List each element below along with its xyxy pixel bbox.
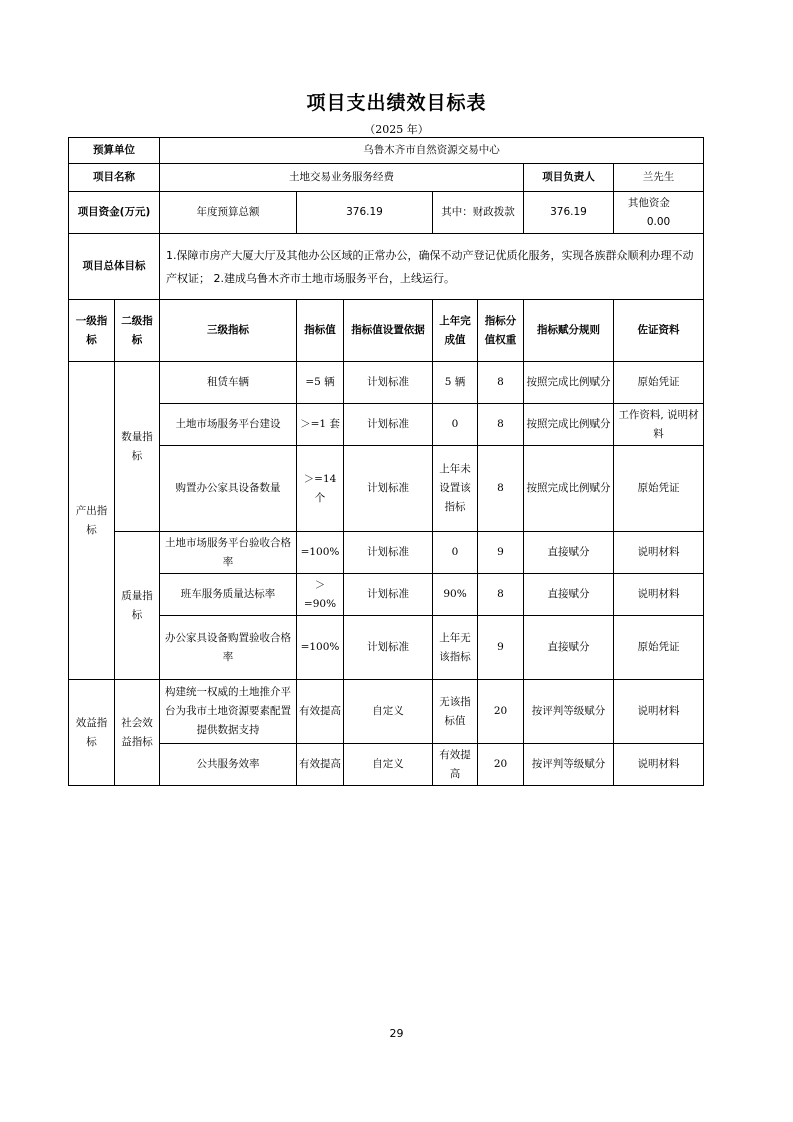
col-header: 上年完成值 — [433, 300, 478, 362]
indicator-last-year: 上年未设置该指标 — [433, 446, 478, 532]
document-title: 项目支出绩效目标表 — [306, 92, 487, 114]
col-header: 一级指标 — [69, 300, 115, 362]
indicator-last-year: 0 — [433, 404, 478, 446]
indicator-value: 有效提高 — [297, 680, 344, 744]
overall-goal-label: 项目总体目标 — [69, 234, 160, 300]
budget-unit-label: 预算单位 — [69, 138, 160, 164]
indicator-weight: 20 — [478, 744, 524, 786]
indicator-name: 租赁车辆 — [160, 362, 297, 404]
table-row — [69, 574, 704, 616]
indicator-last-year: 0 — [433, 532, 478, 574]
group-social-label: 社会效益指标 — [115, 680, 160, 786]
indicator-last-year: 无该指标值 — [433, 680, 478, 744]
col-header: 指标赋分规则 — [524, 300, 614, 362]
indicator-value: 有效提高 — [297, 744, 344, 786]
indicator-rule: 直接赋分 — [524, 616, 614, 680]
indicator-rule: 按评判等级赋分 — [524, 744, 614, 786]
indicator-name: 办公家具设备购置验收合格率 — [160, 616, 297, 680]
indicator-value: =5 辆 — [297, 362, 344, 404]
indicator-proof: 原始凭证 — [614, 362, 704, 404]
indicator-name: 构建统一权威的土地推介平台为我市土地资源要素配置提供数据支持 — [160, 680, 297, 744]
indicator-name: 公共服务效率 — [160, 744, 297, 786]
indicator-last-year: 90% — [433, 574, 478, 616]
indicator-proof: 工作资料, 说明材料 — [614, 404, 704, 446]
indicator-rule: 直接赋分 — [524, 574, 614, 616]
document-year: （2025 年） — [364, 123, 429, 136]
col-header: 指标值 — [297, 300, 344, 362]
indicator-basis: 计划标准 — [344, 616, 433, 680]
indicator-name: 土地市场服务平台建设 — [160, 404, 297, 446]
group-quantity-label: 数量指标 — [115, 362, 160, 532]
indicator-last-year: 5 辆 — [433, 362, 478, 404]
table-row — [69, 362, 704, 404]
table-row — [69, 446, 704, 532]
indicator-value: =100% — [297, 616, 344, 680]
indicator-basis: 计划标准 — [344, 532, 433, 574]
indicator-basis: 计划标准 — [344, 574, 433, 616]
annual-budget-label: 年度预算总额 — [160, 192, 297, 234]
col-header: 二级指标 — [115, 300, 160, 362]
fiscal-allocation-value: 376.19 — [524, 192, 614, 234]
col-header: 指标值设置依据 — [344, 300, 433, 362]
group-output-label: 产出指标 — [69, 362, 115, 680]
other-funds-value: 0.00 — [646, 215, 671, 228]
other-funds-cell — [614, 192, 704, 234]
indicator-value: =100% — [297, 532, 344, 574]
indicator-proof: 说明材料 — [614, 744, 704, 786]
group-quality-label: 质量指标 — [115, 532, 160, 680]
other-funds-label: 其他资金 — [627, 196, 670, 209]
indicator-basis: 自定义 — [344, 744, 433, 786]
indicator-last-year: 上年无该指标 — [433, 616, 478, 680]
col-header: 佐证资料 — [614, 300, 704, 362]
indicator-basis: 计划标准 — [344, 404, 433, 446]
project-name-value: 土地交易业务服务经费 — [160, 164, 524, 192]
indicator-rule: 按照完成比例赋分 — [524, 446, 614, 532]
indicator-proof: 说明材料 — [614, 574, 704, 616]
page-number: 29 — [389, 1027, 404, 1040]
indicator-value: ＞ =90% — [297, 574, 344, 616]
indicator-proof: 原始凭证 — [614, 616, 704, 680]
indicator-weight: 20 — [478, 680, 524, 744]
fiscal-allocation-label: 其中：财政拨款 — [433, 192, 524, 234]
col-header: 指标分值权重 — [478, 300, 524, 362]
group-benefit-label: 效益指标 — [69, 680, 115, 786]
indicator-value: ＞=1 套 — [297, 404, 344, 446]
indicator-proof: 说明材料 — [614, 680, 704, 744]
table-row — [69, 744, 704, 786]
indicator-name: 购置办公家具设备数量 — [160, 446, 297, 532]
indicator-rule: 按评判等级赋分 — [524, 680, 614, 744]
indicator-name: 班车服务质量达标率 — [160, 574, 297, 616]
project-leader-label: 项目负责人 — [524, 164, 614, 192]
project-name-label: 项目名称 — [69, 164, 160, 192]
indicator-weight: 9 — [478, 616, 524, 680]
indicator-basis: 计划标准 — [344, 446, 433, 532]
overall-goal-text: 1.保障市房产大厦大厅及其他办公区域的正常办公，确保不动产登记优质化服务，实现各族群众顺利办理不动产权证； 2.建成乌鲁木齐市土地市场服务平台，上线运行。 — [160, 234, 704, 300]
table-row — [69, 680, 704, 744]
indicator-proof: 说明材料 — [614, 532, 704, 574]
indicator-weight: 8 — [478, 362, 524, 404]
table-row — [69, 532, 704, 574]
indicator-basis: 自定义 — [344, 680, 433, 744]
indicator-proof: 原始凭证 — [614, 446, 704, 532]
budget-unit-value: 乌鲁木齐市自然资源交易中心 — [160, 138, 704, 164]
indicator-weight: 8 — [478, 404, 524, 446]
project-leader-value: 兰先生 — [614, 164, 704, 192]
indicator-basis: 计划标准 — [344, 362, 433, 404]
indicator-last-year: 有效提高 — [433, 744, 478, 786]
indicator-weight: 9 — [478, 532, 524, 574]
indicator-name: 土地市场服务平台验收合格率 — [160, 532, 297, 574]
performance-target-table — [68, 137, 704, 786]
indicator-rule: 按照完成比例赋分 — [524, 362, 614, 404]
col-header: 三级指标 — [160, 300, 297, 362]
indicator-value: ＞=14 个 — [297, 446, 344, 532]
indicator-rule: 按照完成比例赋分 — [524, 404, 614, 446]
table-row — [69, 404, 704, 446]
annual-budget-value: 376.19 — [297, 192, 433, 234]
project-funds-label: 项目资金(万元) — [69, 192, 160, 234]
indicator-rule: 直接赋分 — [524, 532, 614, 574]
indicator-weight: 8 — [478, 446, 524, 532]
table-row — [69, 616, 704, 680]
indicator-weight: 8 — [478, 574, 524, 616]
